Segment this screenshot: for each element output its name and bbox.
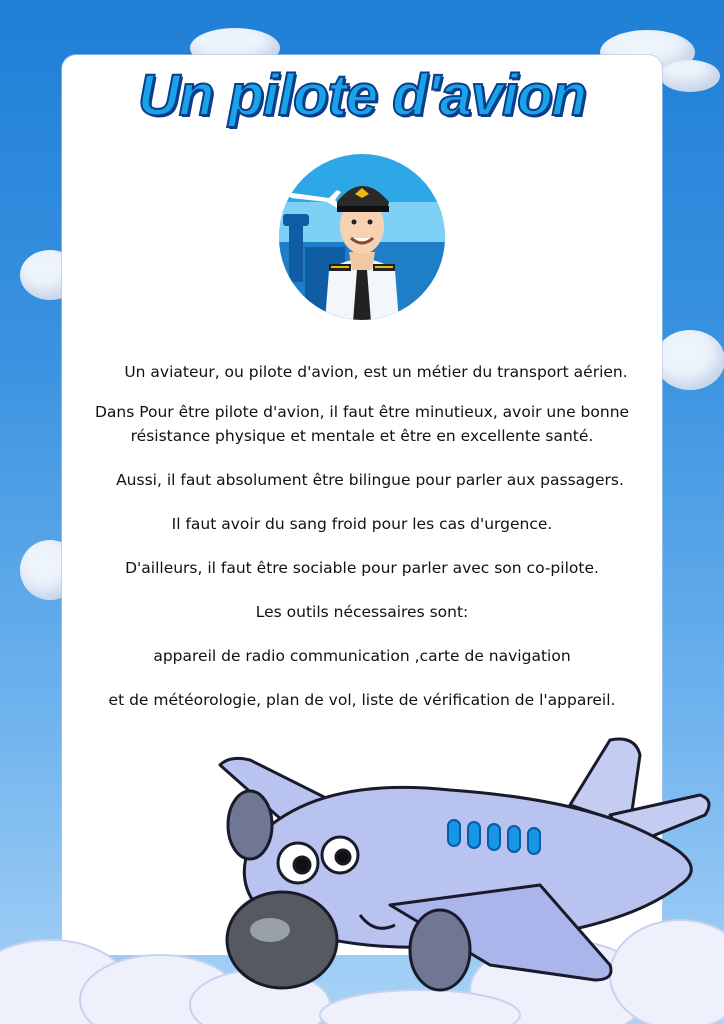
paragraph-sociable: D'ailleurs, il faut être sociable pour parler avec son co-pilote. [125,559,599,577]
paragraph-tools-heading: Les outils nécessaires sont: [255,603,469,621]
paragraph-qualities-line2: résistance physique et mentale et être en excellente santé. [130,427,594,445]
pilot-portrait-icon [277,152,447,322]
cartoon-airplane-icon [190,735,724,1024]
paragraph-tools-line1: appareil de radio communication ,carte de navigation [153,647,571,665]
body-text [50,362,674,710]
paragraph-cool-headed: Il faut avoir du sang froid pour les cas d'urgence. [171,515,553,533]
paragraph-tools-line2: et de météorologie, plan de vol, liste de vérification de l'appareil. [108,691,616,709]
paragraph-qualities-line1: Dans Pour être pilote d'avion, il faut être minutieux, avoir une bonne [94,403,630,421]
paragraph-bilingual: Aussi, il faut absolument être bilingue pour parler aux passagers. [116,471,624,489]
page-title: Un pilote d'avion [138,63,586,128]
paragraph-intro: Un aviateur, ou pilote d'avion, est un métier du transport aérien. [124,363,628,381]
